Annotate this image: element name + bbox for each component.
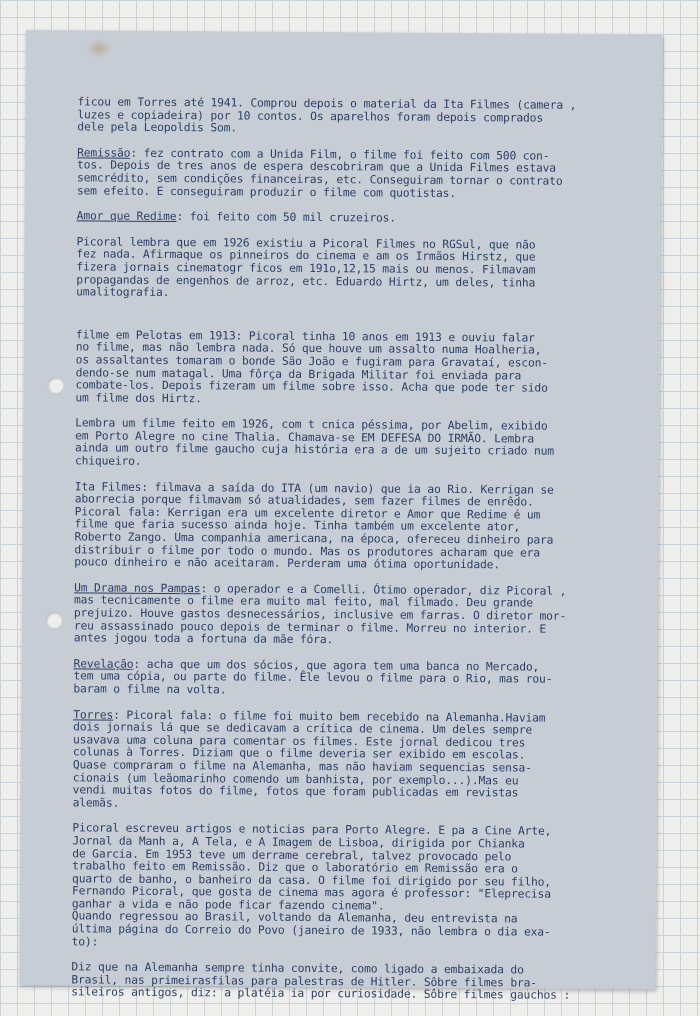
paragraph bbox=[77, 211, 647, 228]
section-heading: Remissão bbox=[77, 146, 131, 160]
punch-hole bbox=[46, 612, 62, 628]
paragraph-text: ficou em Torres até 1941. Comprou depois o material da Ita Filmes (camera , luzes e copiadeira) por 10 contos. Os aparelhos foram depois comprados dele pela Leopoldis Som. bbox=[77, 95, 577, 135]
paragraph-text: : o operador e a Comelli. Ótimo operador, diz Picoral , mas tecnicamente o filme era muito mal feito, mal filmado. Deu grande prejuizo. Houve gastos desnecessários, inclusive em farras. O diretor mor- reu assassinado pouco depois de terminar o filme. Morreu no interior. E antes jogou toda a fortuna da mãe fóra. bbox=[73, 582, 567, 647]
section-heading: Um Drama nos Pampas bbox=[74, 581, 201, 596]
paragraph-text: : foi feito com 50 mil cruzeiros. bbox=[176, 210, 397, 225]
section-heading: Torres bbox=[73, 707, 114, 722]
paragraph bbox=[73, 658, 643, 700]
paragraph bbox=[77, 96, 647, 138]
paragraph bbox=[75, 418, 645, 472]
paragraph bbox=[77, 147, 647, 201]
paragraph-text: Diz que na Alemanha sempre tinha convite, como ligado a embaixada do Brasil, nas primeirasfilas para palestras de Hitler. Sôbre filmes bra- sileiros antigos, diz: a platéia ia por curiosidade. Sôbre filmes gauchos : bbox=[71, 960, 571, 1003]
paragraph bbox=[74, 481, 645, 573]
paragraph-text: : Picoral fala: o filme foi muito bem recebido na Alemanha.Haviam dois jornais lá que se dedicavam a crítica de cinema. Um deles sempre usavava uma coluna para comentar os filmes. Este jornal dedicou tres colunas à Torres. Diziam que o filme deveria ser exibido em escolas. Quase compraram o filme na Alemanha, mas não haviam sequencias sensa- cionais (um leãomarinho comendo um banhista, por exemplo...).Mas eu vendi muitas fotos do filme, fotos que foram publicadas em revistas alemãs. bbox=[72, 708, 546, 810]
paragraph bbox=[71, 962, 641, 1004]
section-heading: Amor que Redime bbox=[76, 209, 177, 224]
punch-hole bbox=[47, 377, 63, 393]
section-heading: Revelação bbox=[73, 657, 134, 671]
paragraph bbox=[76, 236, 646, 303]
paragraph bbox=[75, 329, 646, 409]
paragraph-text: Ita Filmes: filmava a saída do ITA (um navio) que ia ao Rio. Kerrigan se aborrecia porque filmavam só atualidades, sem fazer filmes de enrêdo. Picoral fala: Kerrigan era um excelente diretor e Amor que Redime é um filme que faria sucesso ainda hoje. Tinha também um excelente ator, Roberto Zango. Uma companhia americana, na época, ofereceu dinheiro para distribuir o filme por todo o mundo. Mas os produtores acharam que era pouco dinheiro e não aceitaram. Perderam uma ótima oportunidade. bbox=[74, 480, 554, 572]
paragraph bbox=[72, 823, 643, 953]
paragraph-text: : fez contrato com a Unida Film, o filme foi feito com 500 con- tos. Depois de tres anos de espera descobriram que a Unida Filmes estava semcrédito, sem condições financeiras, etc. Conseguiram tornar o contrato sem efeito. E conseguiram produzir o filme com quotistas. bbox=[76, 146, 563, 200]
paper-stain bbox=[86, 38, 112, 58]
typewritten-page bbox=[19, 30, 662, 1003]
paragraph-text: Picoral escreveu artigos e noticias para Porto Alegre. E pa a Cine Arte, Jornal da Manh a, A Tela, e A Imagem de Lisboa, dirigida por Chianka de Garcia. Em 1953 teve um derrame cerebral, talvez provocado pelo trabalho feito em Remissão. Diz que o laboratório em Remissão era o quarto de banho, o banheiro da casa. O filme foi dirigido por seu filho, Fernando Picoral, que gosta de cinema mas agora é professor: "Eleprecisa ganhar a vida e não pode ficar fazendo cinema". Quando regressou ao Brasil, voltando da Alemanha, deu entrevista na última página do Correio do Povo (janeiro de 1933, não lembra o dia exa- to): bbox=[71, 821, 552, 949]
paragraph bbox=[73, 709, 644, 814]
paragraph-text: Lembra um filme feito em 1926, com t cnica péssima, por Abelim, exibido em Porto Alegre no cine Thalia. Chamava-se EM DEFESA DO IRMÃO. Lembra ainda um outro filme gaucho cuja história era a de um sujeito criado num chiqueiro. bbox=[74, 416, 555, 468]
page-text bbox=[71, 96, 647, 1016]
paragraph bbox=[74, 582, 644, 649]
paragraph-text: filme em Pelotas em 1913: Picoral tinha 10 anos em 1913 e ouviu falar no filme, mas não lembra nada. Só que houve um assalto numa Hoalheria, os assaltantes tomaram o bonde São João e fugiram para Gravataí, escon- dendo-se num matagal. Uma fôrça da Brigada Militar foi enviada para combate-los. Depois fizeram um filme sobre isso. Acha que pode ter sido um filme dos Hirtz. bbox=[75, 328, 548, 405]
paragraph-text: : acha que um dos sócios, que agora tem uma banca no Mercado, tem uma cópia, ou parte do filme. Êle levou o filme para o Rio, mas rou- baram o filme na volta. bbox=[73, 657, 553, 697]
paragraph-text: Picoral lembra que em 1926 existiu a Picoral Filmes no RGSul, que não fez nada. Afirmaque os pinneiros do cinema e am os Irmãos Hirstz, que fizera jornais cinematogr ficos em 191o,12,15 mais ou menos. Filmavam propagandas de engenhos de arroz, etc. Eduardo Hirtz, um deles, tinha umalitografia. bbox=[76, 235, 536, 300]
